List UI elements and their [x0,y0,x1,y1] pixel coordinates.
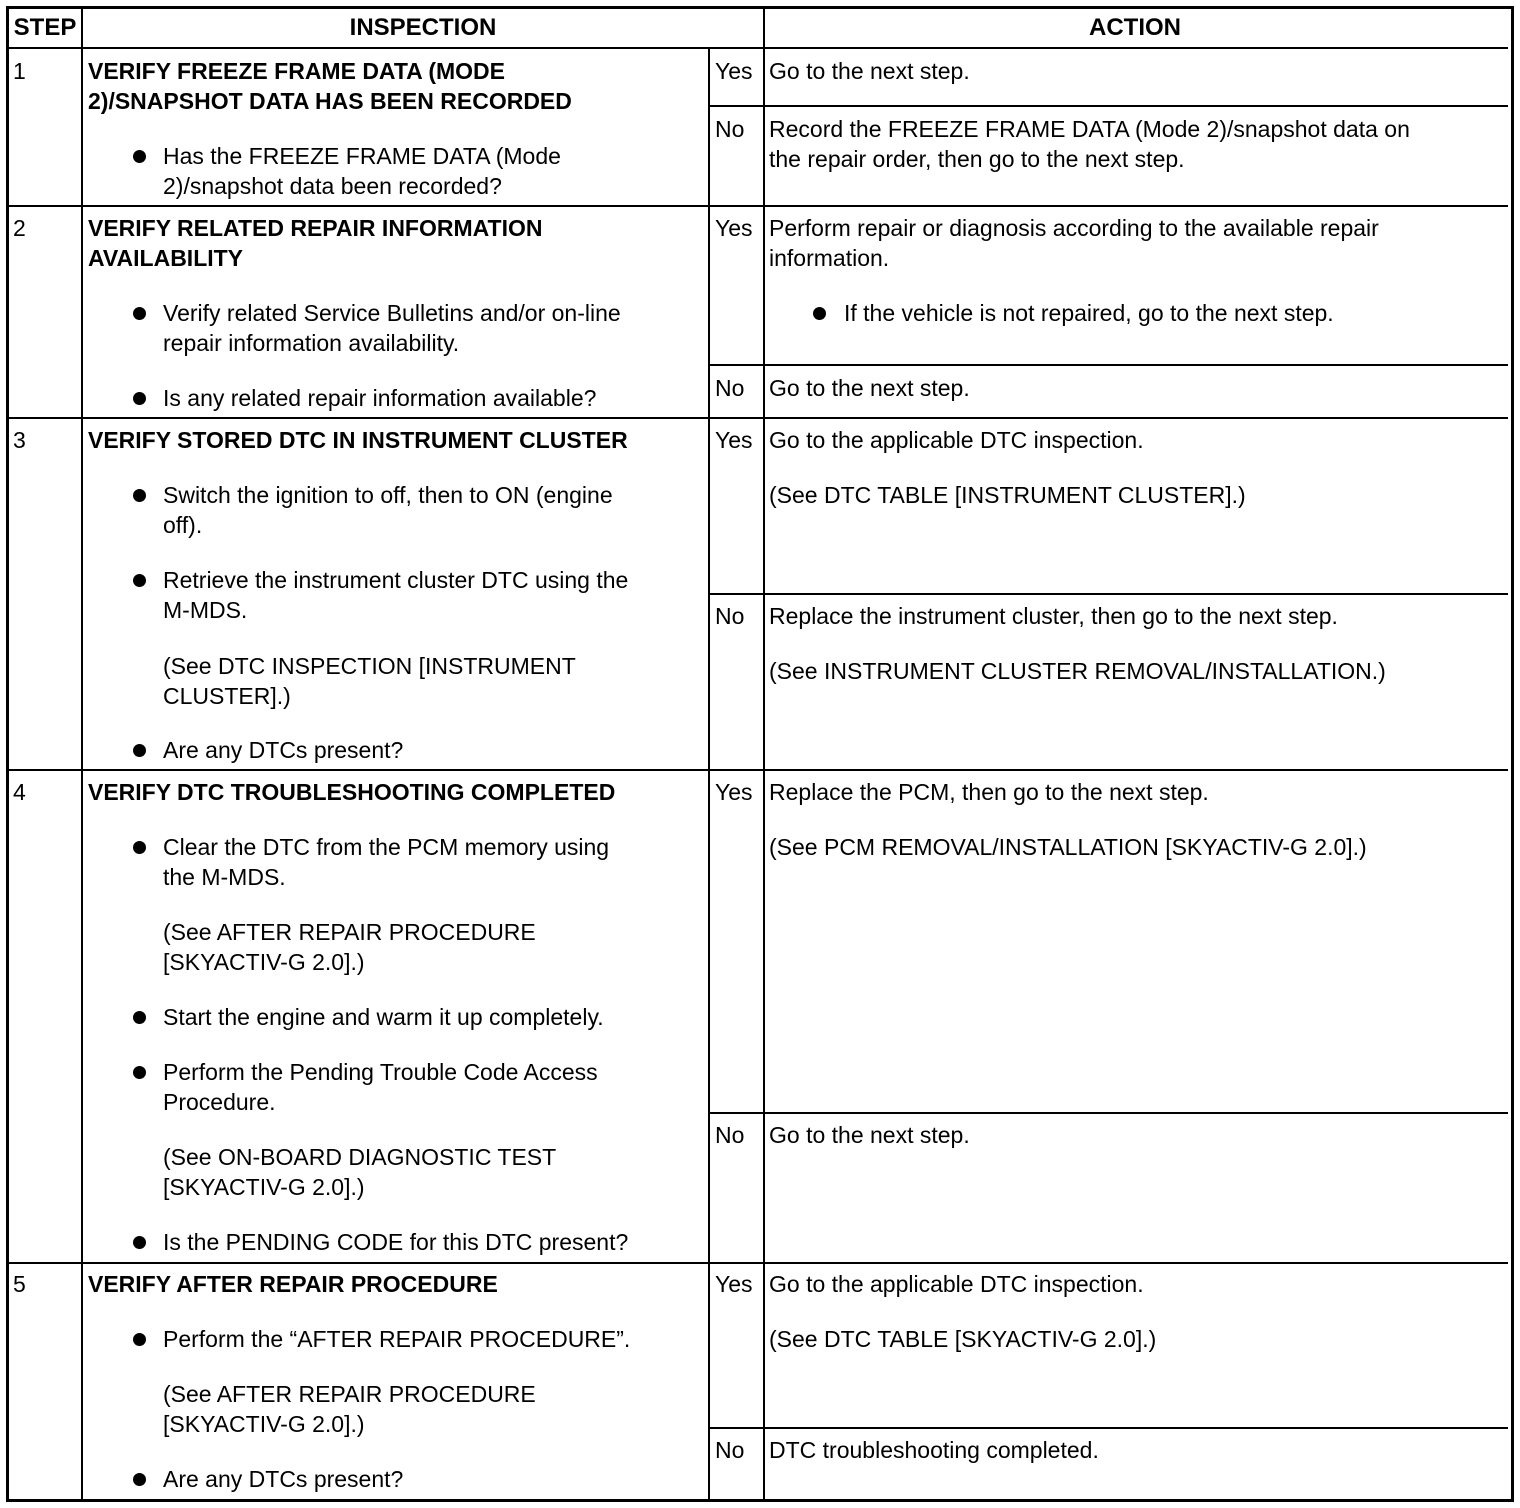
inspection-item: Is any related repair information available? [163,385,597,411]
inspection-reference: (See AFTER REPAIR PROCEDURE [SKYACTIV-G 2.0].) [163,1381,536,1437]
bullet-icon [813,307,826,320]
bullet-icon [133,841,146,854]
no-label: No [715,603,745,629]
yes-no-divider [709,1112,1508,1114]
header-inspection: INSPECTION [349,14,497,41]
yes-action: Go to the applicable DTC inspection. [769,427,1144,453]
no-action-reference: (See INSTRUMENT CLUSTER REMOVAL/INSTALLATION.) [769,658,1386,684]
inspection-item: Verify related Service Bulletins and/or on-line repair information availability. [163,300,621,356]
inspection-item: Switch the ignition to off, then to ON (engine off). [163,482,613,538]
yes-action-reference: (See DTC TABLE [SKYACTIV-G 2.0].) [769,1326,1157,1352]
yes-label: Yes [715,58,753,84]
yes-no-divider [709,593,1508,595]
bullet-icon [133,150,146,163]
inspection-item: Are any DTCs present? [163,1466,404,1492]
inspection-item: Perform the Pending Trouble Code Access Procedure. [163,1059,598,1115]
bullet-icon [133,1066,146,1079]
bullet-icon [133,574,146,587]
yes-label: Yes [715,427,753,453]
no-label: No [715,1122,745,1148]
bullet-icon [133,307,146,320]
step-title: VERIFY FREEZE FRAME DATA (MODE 2)/SNAPSHOT DATA HAS BEEN RECORDED [88,58,572,114]
yes-action: Replace the PCM, then go to the next step. [769,779,1209,805]
yes-action: Perform repair or diagnosis according to the available repair information. [769,215,1379,271]
action-column-divider [763,8,765,1500]
no-label: No [715,1437,745,1463]
yes-label: Yes [715,779,753,805]
no-action: Record the FREEZE FRAME DATA (Mode 2)/snapshot data on the repair order, then go to the next step. [769,116,1410,172]
inspection-item: Start the engine and warm it up completely. [163,1004,604,1030]
bullet-icon [133,1011,146,1024]
inspection-item: Are any DTCs present? [163,737,404,763]
header-step: STEP [13,14,77,41]
inspection-item: Is the PENDING CODE for this DTC present? [163,1229,629,1255]
bullet-icon [133,1473,146,1486]
inspection-reference: (See AFTER REPAIR PROCEDURE [SKYACTIV-G 2.0].) [163,919,536,975]
step-title: VERIFY DTC TROUBLESHOOTING COMPLETED [88,779,616,805]
step-number: 4 [13,779,26,805]
yes-no-divider [709,1427,1508,1429]
no-action: DTC troubleshooting completed. [769,1437,1099,1463]
yes-no-divider [709,364,1508,366]
inspection-reference: (See DTC INSPECTION [INSTRUMENT CLUSTER].) [163,653,576,709]
inspection-item: Retrieve the instrument cluster DTC using the M-MDS. [163,567,629,623]
no-label: No [715,116,745,142]
header-divider [8,47,1508,49]
yes-label: Yes [715,215,753,241]
yes-action: Go to the next step. [769,58,970,84]
row-divider [8,205,1508,207]
yes-no-divider [709,105,1508,107]
no-action: Go to the next step. [769,1122,970,1148]
no-action: Go to the next step. [769,375,970,401]
yes-action-bullet: If the vehicle is not repaired, go to the next step. [844,300,1334,326]
no-action: Replace the instrument cluster, then go to the next step. [769,603,1338,629]
row-divider [8,1262,1508,1264]
yes-no-column-divider [708,48,710,1500]
yes-label: Yes [715,1271,753,1297]
yes-action-reference: (See PCM REMOVAL/INSTALLATION [SKYACTIV-G 2.0].) [769,834,1367,860]
bullet-icon [133,392,146,405]
no-label: No [715,375,745,401]
inspection-item: Clear the DTC from the PCM memory using the M-MDS. [163,834,610,890]
step-title: VERIFY STORED DTC IN INSTRUMENT CLUSTER [88,427,628,453]
bullet-icon [133,489,146,502]
yes-action-reference: (See DTC TABLE [INSTRUMENT CLUSTER].) [769,482,1246,508]
row-divider [8,769,1508,771]
inspection-reference: (See ON-BOARD DIAGNOSTIC TEST [SKYACTIV-G 2.0].) [163,1144,557,1200]
step-title: VERIFY AFTER REPAIR PROCEDURE [88,1271,498,1297]
row-divider [8,417,1508,419]
bullet-icon [133,744,146,757]
inspection-item: Has the FREEZE FRAME DATA (Mode 2)/snapshot data been recorded? [163,143,561,199]
step-number: 3 [13,427,26,453]
bullet-icon [133,1236,146,1249]
step-column-divider [81,8,83,1500]
bullet-icon [133,1333,146,1346]
header-action: ACTION [1089,14,1181,41]
step-number: 1 [13,58,26,84]
step-title: VERIFY RELATED REPAIR INFORMATION AVAILABILITY [88,215,543,271]
step-number: 2 [13,215,26,241]
step-number: 5 [13,1271,26,1297]
inspection-item: Perform the “AFTER REPAIR PROCEDURE”. [163,1326,631,1352]
yes-action: Go to the applicable DTC inspection. [769,1271,1144,1297]
